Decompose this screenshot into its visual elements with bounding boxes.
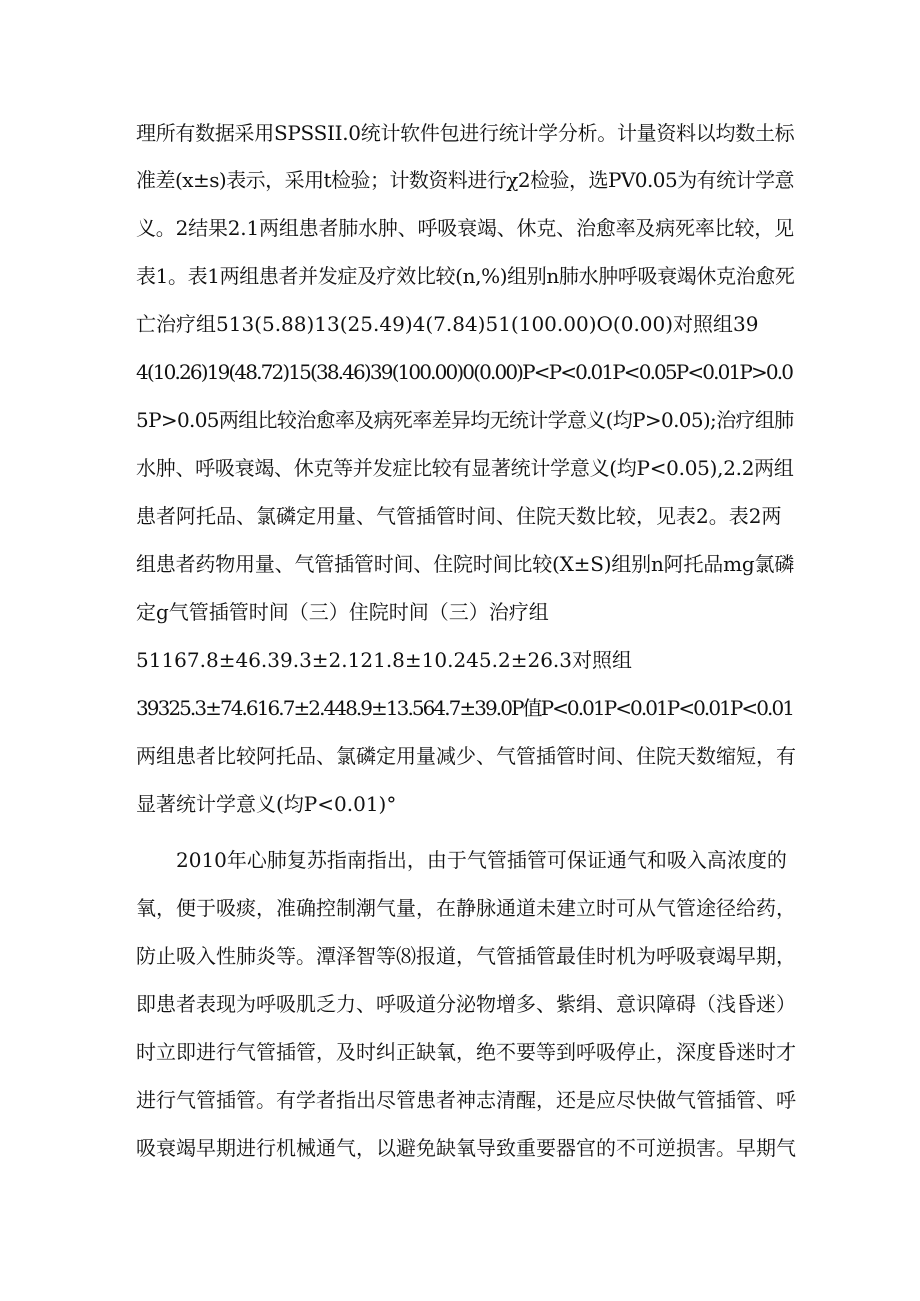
text-line: 5P>0.05两组比较治愈率及病死率差异均无统计学意义(均P>0.05);治疗组肺 — [136, 408, 794, 432]
text-line: 时立即进行气管插管，及时纠正缺氧，绝不要等到呼吸停止，深度昏迷时才 — [136, 1040, 796, 1064]
text-line: 定g气管插管时间（三）住院时间（三）治疗组 — [136, 600, 549, 624]
text-line: 显著统计学意义(均P<0.01)° — [136, 792, 397, 816]
text-line: 理所有数据采用SPSSII.0统计软件包进行统计学分析。计量资料以均数土标 — [136, 121, 795, 145]
text-line: 2010年心肺复苏指南指出，由于气管插管可保证通气和吸入高浓度的 — [176, 848, 787, 872]
text-line: 两组患者比较阿托品、氯磷定用量减少、气管插管时间、住院天数缩短，有 — [136, 744, 796, 768]
text-line: 4(10.26)19(48.72)15(38.46)39(100.00)0(0.00)P<P<0.01P<0.05P<0.01P>0.0 — [136, 360, 793, 384]
text-line: 亡治疗组513(5.88)13(25.49)4(7.84)51(100.00)O(0.00)对照组39 — [136, 312, 759, 336]
text-line: 51167.8±46.39.3±2.121.8±10.245.2±26.3对照组 — [136, 648, 633, 672]
text-line: 义。2结果2.1两组患者肺水肿、呼吸衰竭、休克、治愈率及病死率比较，见 — [136, 216, 794, 240]
text-line: 氧，便于吸痰，准确控制潮气量，在静脉通道未建立时可从气管途径给药， — [136, 896, 796, 920]
text-line: 表1。表1两组患者并发症及疗效比较(n,%)组别n肺水肿呼吸衰竭休克治愈死 — [136, 264, 795, 288]
text-line: 组患者药物用量、气管插管时间、住院时间比较(X±S)组别n阿托品mg氯磷 — [136, 552, 795, 576]
text-line: 水肿、呼吸衰竭、休克等并发症比较有显著统计学意义(均P<0.05),2.2两组 — [136, 456, 794, 480]
text-line: 准差(x±s)表示，采用t检验；计数资料进行χ2检验，选PV0.05为有统计学意 — [136, 168, 795, 192]
text-line: 吸衰竭早期进行机械通气，以避免缺氧导致重要器官的不可逆损害。早期气 — [136, 1136, 796, 1160]
text-line: 进行气管插管。有学者指出尽管患者神志清醒，还是应尽快做气管插管、呼 — [136, 1088, 796, 1112]
text-line: 防止吸入性肺炎等。潭泽智等⑻报道，气管插管最佳时机为呼吸衰竭早期， — [136, 944, 796, 968]
text-line: 即患者表现为呼吸肌乏力、呼吸道分泌物增多、紫绢、意识障碍（浅昏迷） — [136, 992, 796, 1016]
text-line: 39325.3±74.616.7±2.448.9±13.564.7±39.0P值P<0.01P<0.01P<0.01P<0.01 — [136, 696, 794, 720]
text-line: 患者阿托品、氯磷定用量、气管插管时间、住院天数比较，见表2。表2两 — [136, 504, 782, 528]
